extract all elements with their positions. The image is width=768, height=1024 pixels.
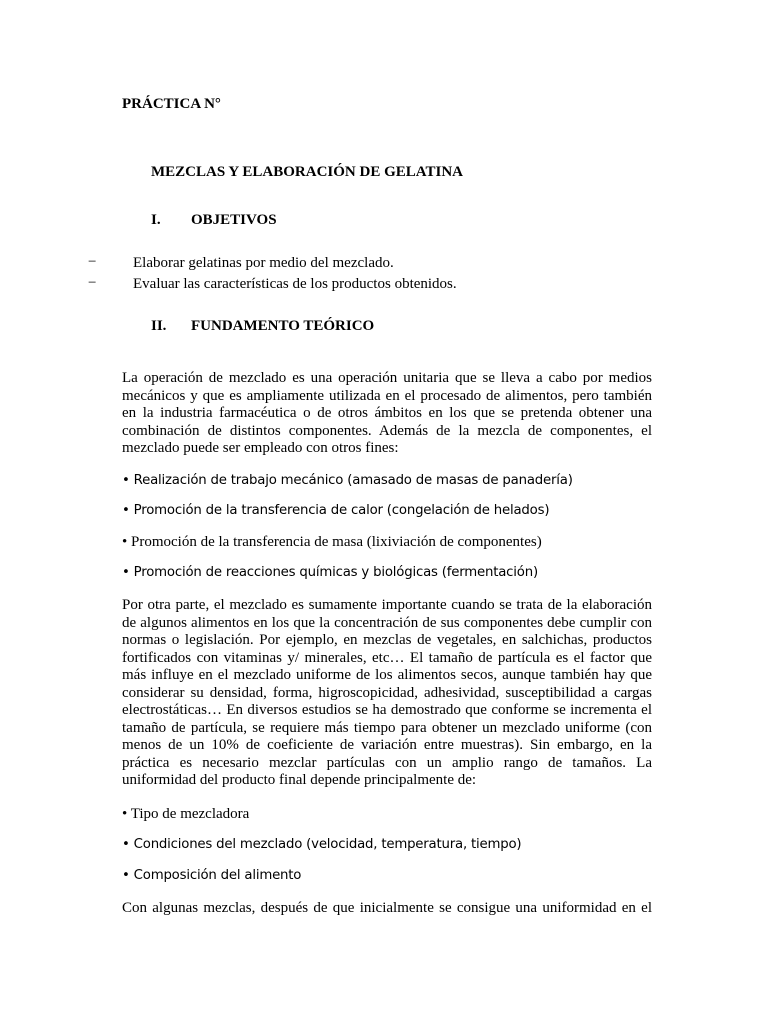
- main-title: MEZCLAS Y ELABORACIÓN DE GELATINA: [151, 164, 463, 180]
- section-heading-fundamento: [151, 318, 374, 335]
- paragraph: La operación de mezclado es una operación unitaria que se lleva a cabo por medios mecánicos y que es ampliamente utilizada en el procesado de alimentos, pero también en la industria farmacéutica o de otros ámbitos en los que se pretenda obtener una combinación de distintos componentes. Además de la mezcla de componentes, el mezclado puede ser empleado con otros fines:: [122, 370, 652, 456]
- section-heading-objetivos: [151, 212, 277, 229]
- list-item: • Condiciones del mezclado (velocidad, temperatura, tiempo): [122, 837, 522, 852]
- paragraph: Por otra parte, el mezclado es sumamente importante cuando se trata de la elaboración de algunos alimentos en los que la concentración de sus componentes debe cumplir con normas o legislación. Por ejemplo, en mezclas de vegetales, en salchichas, productos fortificados con vitaminas y/ minerales, etc… El tamaño de partícula es el factor que más influye en el mezclado uniforme de los alimentos secos, aunque también hay que considerar su densidad, forma, higroscopicidad, adhesividad, susceptibilidad a cargas electrostáticas… En diversos estudios se ha demostrado que conforme se incrementa el tamaño de partícula, se requiere más tiempo para obtener un mezclado uniforme (con menos de un 10% de coeficiente de variación entre muestras). Sin embargo, en la práctica es necesario mezclar partículas con un amplio rango de tamaños. La uniformidad del producto final depende principalmente de:: [122, 597, 652, 788]
- list-marker: −: [88, 254, 97, 270]
- section-numeral: I.: [151, 212, 161, 228]
- list-item: • Promoción de la transferencia de masa (lixiviación de componentes): [122, 534, 542, 550]
- list-item: • Tipo de mezcladora: [122, 806, 250, 822]
- list-item: • Promoción de reacciones químicas y biológicas (fermentación): [122, 565, 538, 580]
- list-item: • Composición del alimento: [122, 868, 302, 883]
- section-numeral: II.: [151, 318, 167, 334]
- objective-item: Elaborar gelatinas por medio del mezclado.: [133, 255, 394, 271]
- section-title: OBJETIVOS: [191, 212, 277, 228]
- practice-title: PRÁCTICA N°: [122, 96, 221, 112]
- list-marker: −: [88, 275, 97, 291]
- section-title: FUNDAMENTO TEÓRICO: [191, 318, 375, 334]
- list-item: • Promoción de la transferencia de calor (congelación de helados): [122, 503, 550, 518]
- objective-item: Evaluar las características de los productos obtenidos.: [133, 276, 457, 292]
- paragraph: Con algunas mezclas, después de que inicialmente se consigue una uniformidad en el: [122, 900, 652, 916]
- list-item: • Realización de trabajo mecánico (amasado de masas de panadería): [122, 473, 573, 488]
